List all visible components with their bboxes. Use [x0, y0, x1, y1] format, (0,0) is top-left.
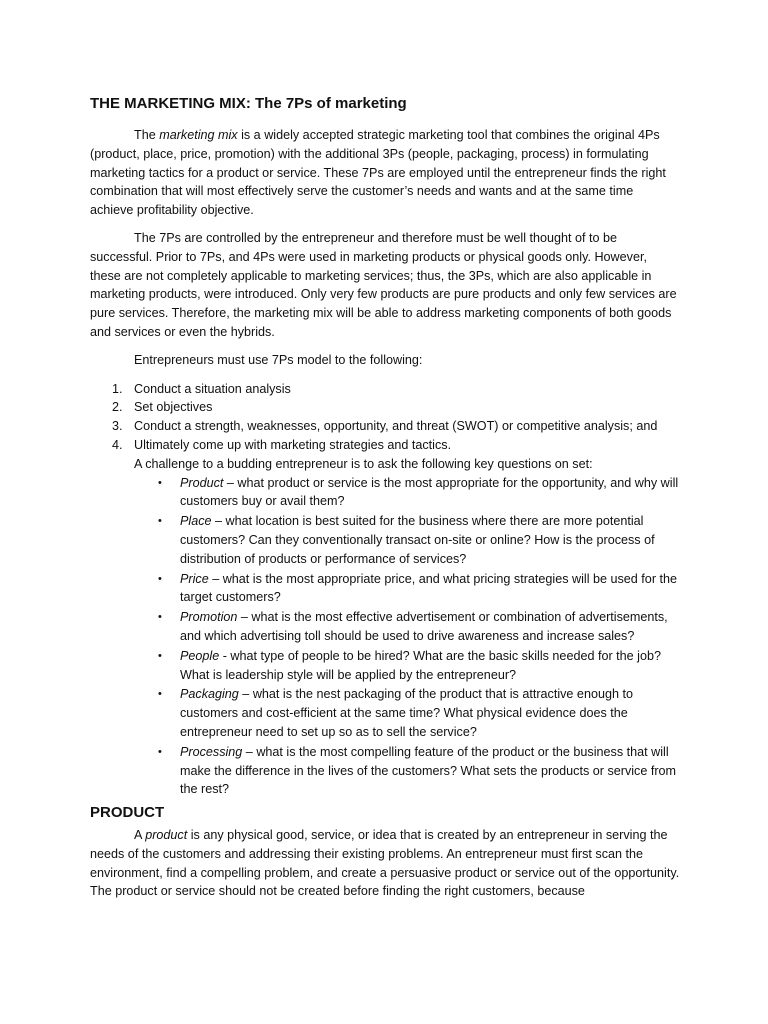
question-term: Promotion: [180, 610, 238, 625]
question-term: Processing: [180, 744, 243, 759]
question-term: Product: [180, 475, 224, 490]
question-text: – what location is best suited for the business where there are more potential customers? Can they conventionally transact on-site or online? How is the process of distribution of products or performance of services?: [180, 514, 655, 566]
question-text: – what product or service is the most appropriate for the opportunity, and why will customers buy or avail them?: [180, 475, 679, 509]
question-text: – what is the most compelling feature of the product or the business that will make the difference in the lives of the customers? What sets the products or service from the rest?: [180, 744, 677, 797]
text-run: is a widely accepted strategic marketing tool that combines the original 4Ps (product, place, price, promotion) with the additional 3Ps (people, packaging, process) in formulating marketing tactics for a product or service. These 7Ps are employed until the entrepreneur finds the right combination that will most effectively serve the customer’s needs and wants and at the same time achieve profitability objective.: [90, 128, 666, 218]
list-item: [90, 380, 680, 399]
list-item: [90, 685, 680, 741]
paragraph-7ps-control: The 7Ps are controlled by the entrepreneur and therefore must be well thought of to be successful. Prior to 7Ps, and 4Ps were used in marketing products or physical goods only. However, these are not completely applicable to marketing services; thus, the 3Ps, which are also applicable in marketing products, were introduced. Only very few products are pure products and only few services are pure services. Therefore, the marketing mix will be able to address marketing components of both goods and services or even the hybrids.: [90, 230, 677, 339]
section-heading-product: PRODUCT: [90, 804, 165, 822]
question-text: – what is the nest packaging of the product that is attractive enough to customers and cost-efficient at the same time? What physical evidence does the entrepreneur need to set up so as to sell the service?: [180, 687, 633, 739]
document-title: THE MARKETING MIX: The 7Ps of marketing: [90, 95, 407, 112]
bullet-icon: •: [158, 649, 162, 662]
emphasis-marketing-mix: marketing mix: [159, 128, 238, 142]
text-run: The: [134, 128, 160, 142]
emphasis-product: product: [145, 828, 188, 843]
paragraph-product-definition: [90, 826, 680, 901]
list-item: [90, 743, 680, 799]
list-number: 2.: [112, 400, 123, 415]
list-number: 3.: [112, 419, 123, 434]
list-number: 1.: [112, 381, 123, 396]
paragraph-7ps-model-intro: Entrepreneurs must use 7Ps model to the following:: [134, 352, 423, 367]
bullet-icon: •: [158, 515, 162, 528]
list-item-text: Ultimately come up with marketing strategies and tactics.: [134, 437, 452, 452]
paragraph-marketing-mix: [90, 126, 680, 220]
text-run: A: [134, 828, 146, 843]
list-item: [90, 512, 680, 568]
bullet-icon: •: [158, 611, 162, 624]
question-term: People: [180, 648, 220, 663]
bullet-icon: •: [158, 476, 162, 489]
text-run: is any physical good, service, or idea that is created by an entrepreneur in serving the needs of the customers and addressing their existing problems. An entrepreneur must first scan the environment, find a compelling problem, and create a persuasive product or service out of the opportunity. The product or service should not be created before finding the right customers, because: [90, 828, 680, 899]
question-term: Place: [180, 514, 212, 529]
question-term: Price: [180, 571, 209, 586]
list-item-text: Set objectives: [134, 400, 213, 415]
bullet-icon: •: [158, 745, 162, 758]
key-questions-list: [90, 474, 680, 800]
list-item: [90, 436, 680, 455]
steps-list: [90, 380, 680, 455]
list-item-text: Conduct a strength, weaknesses, opportunity, and threat (SWOT) or competitive analysis; and: [134, 419, 658, 434]
list-item: [90, 608, 680, 646]
list-item: [90, 417, 680, 436]
bullet-icon: •: [158, 572, 162, 585]
list-item: [90, 398, 680, 417]
key-questions-intro: A challenge to a budding entrepreneur is to ask the following key questions on set:: [134, 456, 593, 471]
question-text: - what type of people to be hired? What are the basic skills needed for the job? What is leadership style will be applied by the entrepreneur?: [180, 648, 661, 682]
question-text: – what is the most appropriate price, and what pricing strategies will be used for the target customers?: [180, 571, 678, 605]
list-number: 4.: [112, 437, 123, 452]
list-item: [90, 570, 680, 608]
list-item: [90, 647, 680, 685]
list-item-text: Conduct a situation analysis: [134, 381, 291, 396]
question-text: – what is the most effective advertisement or combination of advertisements, and which advertising toll should be used to drive awareness and increase sales?: [180, 610, 668, 643]
bullet-icon: •: [158, 688, 162, 701]
question-term: Packaging: [180, 687, 239, 702]
list-item: [90, 474, 680, 512]
